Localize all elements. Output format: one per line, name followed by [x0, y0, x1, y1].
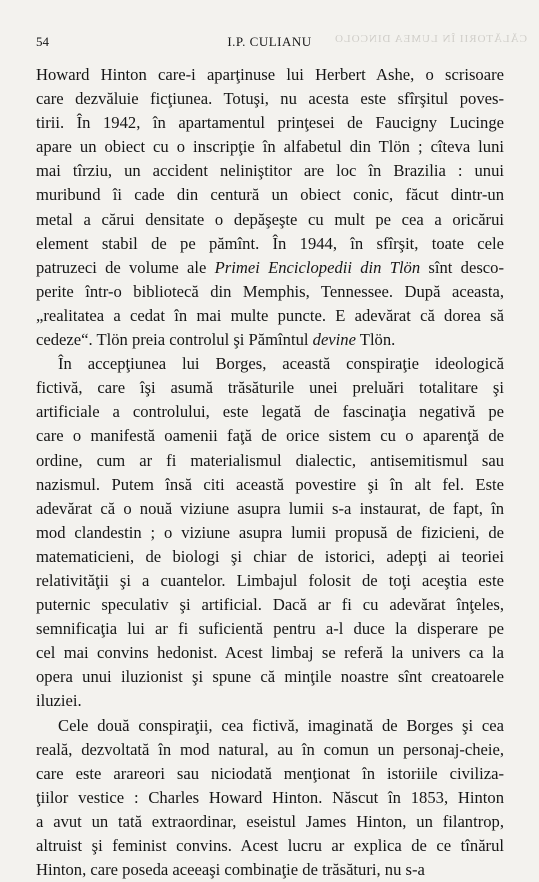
text-line: [36, 521, 504, 545]
text-line: [36, 738, 504, 762]
text-line: [36, 63, 504, 87]
text-line: [36, 593, 504, 617]
text-line: [36, 159, 504, 183]
text-segment: ţiilor vestice : Charles Howard Hinton. Născut în 1853, Hinton: [36, 787, 504, 807]
text-line: [36, 424, 504, 448]
text-segment: ordine, cum ar fi materialismul dialectic, antisemitismul sau: [36, 450, 504, 470]
text-segment: tirii. În 1942, în apartamentul prinţesei de Faucigny Lucinge: [36, 113, 504, 133]
text-line: [36, 786, 504, 810]
text-line: [36, 449, 504, 473]
page-header: [36, 34, 503, 50]
text-line: [36, 834, 504, 858]
text-segment: puternic speculativ şi artificial. Dacă ar fi cu adevărat înţeles,: [36, 595, 504, 615]
text-segment: relativităţii şi a cuantelor. Limbajul folosit de toţi aceştia este: [36, 570, 504, 590]
text-segment: semnificaţia lui ar fi suficientă pentru a-l duce la disperare pe: [36, 619, 504, 639]
text-line: [36, 569, 504, 593]
text-segment: iluziei.: [36, 691, 82, 711]
text-line: [36, 208, 504, 232]
text-line: [36, 665, 504, 689]
text-segment: Howard Hinton care-i aparţinuse lui Herbert Ashe, o scrisoare: [36, 65, 504, 84]
text-line: [36, 352, 504, 376]
text-segment: muribund îi cade din centură un obiect conic, făcut dintr-un: [36, 185, 504, 205]
text-line: [36, 473, 504, 497]
text-line: [36, 232, 504, 256]
text-segment: mod clandestin ; o viziune asupra lumii propusă de fizicieni, de: [36, 522, 504, 542]
text-line: [36, 762, 504, 786]
text-line: [36, 135, 504, 159]
text-line: [36, 304, 504, 328]
text-line: [36, 858, 504, 882]
text-line: [36, 714, 504, 738]
text-segment: metal a cărui densitate o depăşeşte cu mult pe cea a oricărui: [36, 209, 504, 229]
text-segment: apare un obiect cu o inscripţie în alfabetul din Tlön ; cîteva luni: [36, 137, 504, 157]
text-line: [36, 400, 504, 424]
text-segment: perite într-o bibliotecă din Memphis, Tennessee. După aceasta,: [36, 281, 504, 301]
text-line: [36, 280, 504, 304]
text-segment: artificiale a controlului, este legată de fascinaţia negativă pe: [36, 402, 504, 422]
text-line: [36, 87, 504, 111]
running-head: I.P. CULIANU: [227, 34, 312, 49]
text-line: [36, 111, 504, 135]
text-line: [36, 376, 504, 400]
text-segment: patruzeci de volume ale: [36, 257, 215, 277]
paragraph: [36, 714, 504, 882]
text-segment: opera unui iluzionist şi spune că minţile noastre sînt creatoarele: [36, 667, 504, 687]
text-segment: sînt desco-: [420, 257, 504, 277]
text-line: [36, 256, 504, 280]
italic-text: Primei Enciclopedii din Tlön: [214, 257, 421, 277]
page-number: 54: [36, 34, 49, 49]
text-segment: Tlön.: [355, 330, 396, 350]
text-segment: nazismul. Putem însă citi această povestire şi în alt fel. Este: [36, 474, 504, 494]
text-segment: Cele două conspiraţii, cea fictivă, imaginată de Borges şi cea: [58, 715, 504, 735]
text-segment: cel mai convins hedonist. Acest limbaj se referă la univers ca la: [36, 643, 504, 663]
text-segment: cedeze“. Tlön preia controlul şi Pămîntul: [36, 330, 313, 350]
paragraph: [36, 63, 504, 352]
text-segment: „realitatea a cedat în mai multe puncte. E adevărat că dorea să: [36, 305, 504, 325]
text-segment: În accepţiunea lui Borges, această conspiraţie ideologică: [58, 354, 504, 374]
text-line: [36, 810, 504, 834]
text-segment: Hinton, care poseda aceeaşi combinaţie de trăsături, nu s-a: [36, 860, 425, 880]
text-line: [36, 689, 504, 713]
text-segment: care este arareori sau niciodată menţionat în istoriile civiliza-: [36, 763, 504, 783]
text-line: [36, 328, 504, 352]
text-segment: care dezvăluie ficţiunea. Totuşi, nu acesta este sfîrşitul poves-: [36, 89, 504, 109]
italic-text: devine: [312, 330, 356, 350]
text-segment: reală, dezvoltată în mod natural, au în comun un personaj-cheie,: [36, 739, 504, 759]
text-segment: altruist şi feminist convins. Acest lucru ar explica de ce tînărul: [36, 836, 504, 855]
text-segment: matematicieni, de biologi şi chiar de istorici, adepţi ai teoriei: [36, 546, 504, 566]
text-line: [36, 641, 504, 665]
text-line: [36, 497, 504, 521]
text-segment: mai tîrziu, un accident neliniştitor are loc în Brazilia : unui: [36, 161, 504, 181]
text-segment: adevărat că o nouă viziune asupra lumii s-a instaurat, de fapt, în: [36, 498, 504, 518]
body-text: [36, 63, 504, 882]
text-segment: a avut un tată extraordinar, eseistul James Hinton, un filantrop,: [36, 811, 504, 831]
text-segment: care o manifestă oamenii faţă de orice sistem cu o aparenţă de: [36, 426, 504, 446]
text-segment: element stabil de pe pămînt. În 1944, în sfîrşit, toate cele: [36, 233, 504, 253]
bleed-through-text: CĂLĂTORII ÎN LUMEA DINCOLO: [334, 33, 527, 45]
paragraph: [36, 352, 504, 713]
text-line: [36, 545, 504, 569]
text-line: [36, 617, 504, 641]
text-segment: fictivă, care îşi asumă trăsăturile unei preluări totalitare şi: [36, 378, 504, 398]
text-line: [36, 183, 504, 207]
